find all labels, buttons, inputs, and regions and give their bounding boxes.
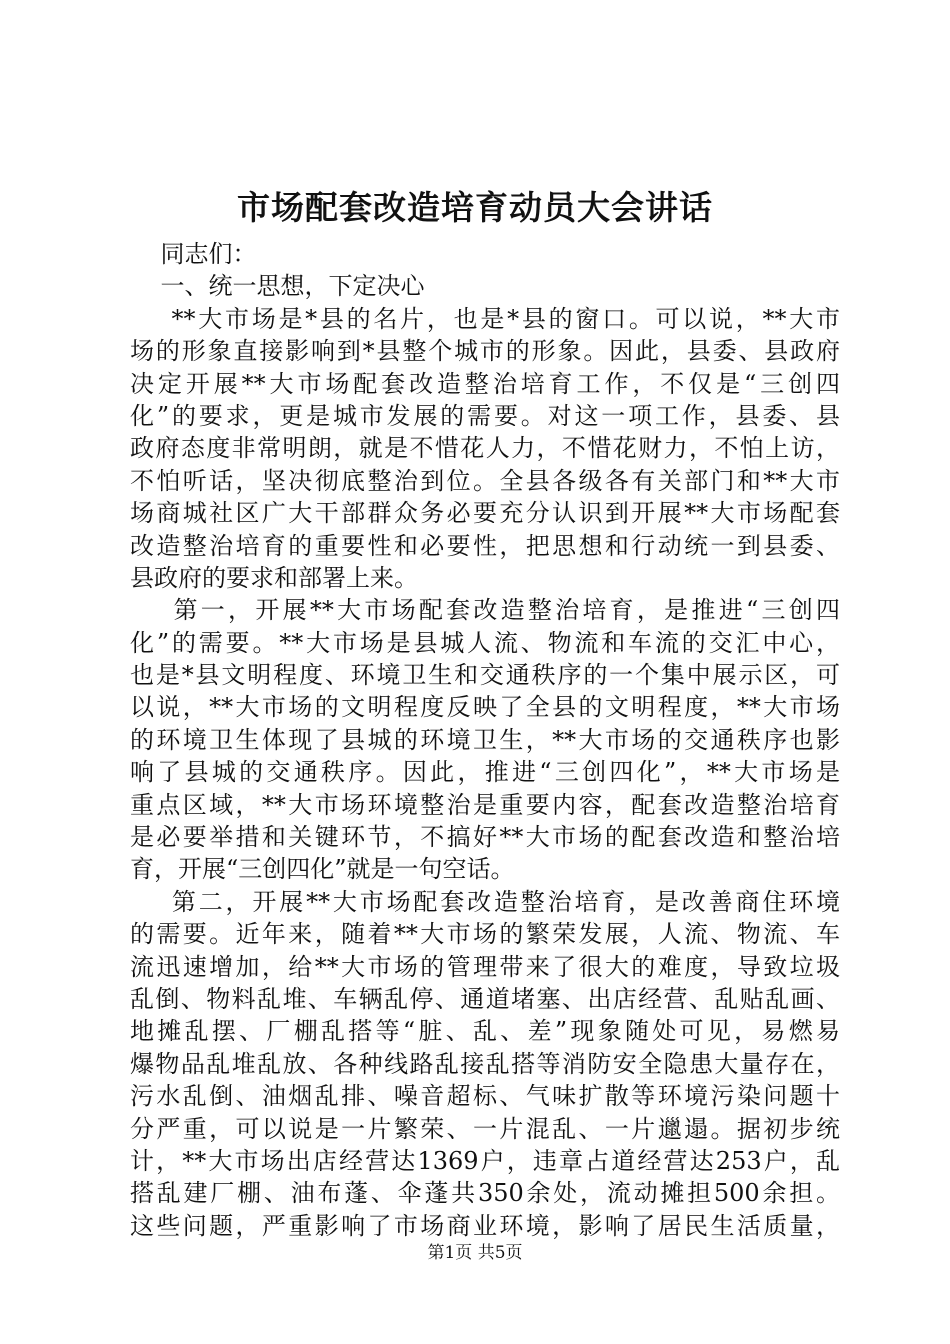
text-line: 的环境卫生体现了县城的环境卫生，**大市场的交通秩序也影 [130, 725, 840, 754]
text-line: 政府态度非常明朗，就是不惜花人力，不惜花财力，不怕上访， [130, 434, 840, 463]
text-line: 以说，**大市场的文明程度反映了全县的文明程度，**大市场 [130, 693, 840, 722]
document-title: 市场配套改造培育动员大会讲话 [237, 188, 713, 227]
text-line: 分严重，可以说是一片繁荣、一片混乱、一片邋遢。据初步统 [130, 1114, 840, 1143]
text-line: 场商城社区广大干部群众务必要充分认识到开展**大市场配套 [130, 499, 840, 528]
text-line: 第一，开展**大市场配套改造整治培育，是推进“三创四 [130, 596, 840, 625]
text-line: 决定开展**大市场配套改造整治培育工作，不仅是“三创四 [130, 369, 840, 398]
text-line: **大市场是*县的名片，也是*县的窗口。可以说，**大市 [130, 304, 840, 333]
text-line: 重点区域，**大市场环境整治是重要内容，配套改造整治培育 [130, 790, 840, 819]
text-line: 污水乱倒、油烟乱排、噪音超标、气味扩散等环境污染问题十 [130, 1082, 840, 1111]
text-line: 流迅速增加，给**大市场的管理带来了很大的难度，导致垃圾 [130, 952, 840, 981]
text-line: 化”的需要。**大市场是县城人流、物流和车流的交汇中心， [130, 628, 840, 657]
document-body [130, 238, 840, 1242]
text-line: 这些问题，严重影响了市场商业环境，影响了居民生活质量， [130, 1211, 840, 1240]
page-footer: 第1页 共5页 [427, 1243, 523, 1263]
text-line: 一、统一思想，下定决心 [130, 272, 425, 301]
text-line: 改造整治培育的重要性和必要性，把思想和行动统一到县委、 [130, 531, 840, 560]
text-line: 响了县城的交通秩序。因此，推进“三创四化”，**大市场是 [130, 758, 840, 787]
text-line: 第二，开展**大市场配套改造整治培育，是改善商住环境 [130, 887, 840, 916]
text-line: 的需要。近年来，随着**大市场的繁荣发展，人流、物流、车 [130, 920, 840, 949]
text-line: 不怕听话，坚决彻底整治到位。全县各级各有关部门和**大市 [130, 466, 840, 495]
text-line: 搭乱建厂棚、油布蓬、伞蓬共350余处，流动摊担500余担。 [130, 1179, 840, 1208]
text-line: 计，**大市场出店经营达1369户，违章占道经营达253户，乱 [130, 1146, 840, 1175]
text-line: 场的形象直接影响到*县整个城市的形象。因此，县委、县政府 [130, 337, 840, 366]
text-line: 同志们： [130, 240, 257, 268]
text-line: 是必要举措和关键环节，不搞好**大市场的配套改造和整治培 [130, 823, 840, 852]
text-line: 化”的要求，更是城市发展的需要。对这一项工作，县委、县 [130, 401, 840, 430]
text-line: 爆物品乱堆乱放、各种线路乱接乱搭等消防安全隐患大量存在， [130, 1049, 840, 1078]
text-line: 育，开展“三创四化”就是一句空话。 [130, 855, 515, 884]
text-line: 县政府的要求和部署上来。 [130, 563, 418, 592]
text-line: 地摊乱摆、厂棚乱搭等“脏、乱、差”现象随处可见，易燃易 [130, 1017, 840, 1046]
text-line: 也是*县文明程度、环境卫生和交通秩序的一个集中展示区，可 [130, 661, 840, 690]
text-line: 乱倒、物料乱堆、车辆乱停、通道堵塞、出店经营、乱贴乱画、 [130, 984, 840, 1013]
